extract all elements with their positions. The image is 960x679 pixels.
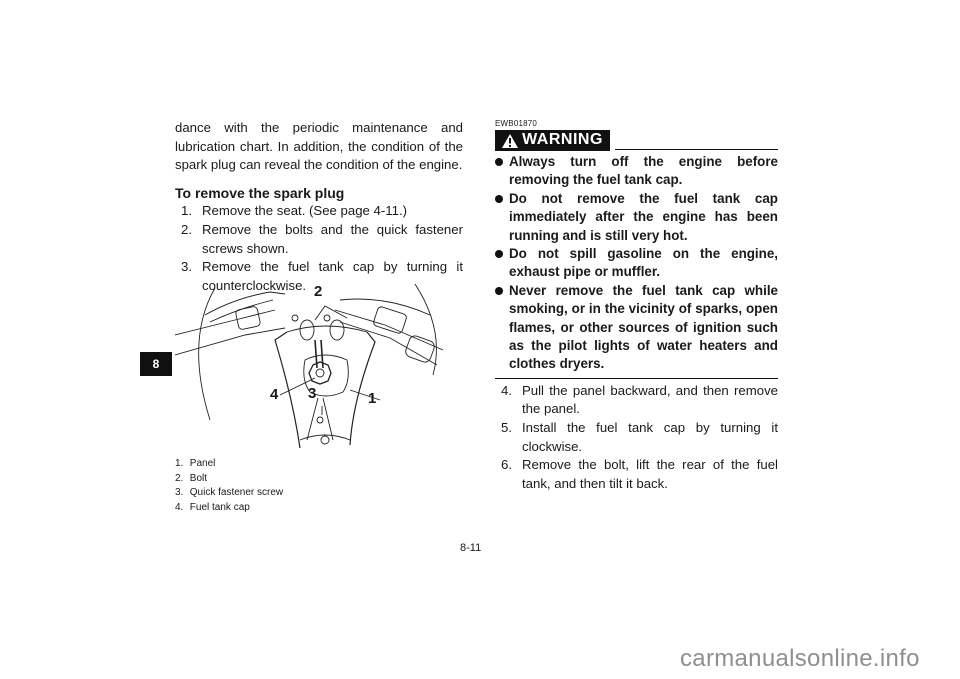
- legend-item: [175, 457, 283, 472]
- right-column: [495, 119, 778, 493]
- step-text: Pull the panel backward, and then remove the panel.: [522, 382, 778, 417]
- figure-legend: [175, 457, 283, 515]
- intro-paragraph: dance with the periodic maintenance and lubrication chart. In addition, the condition of the spark plug can reveal the condition of the engine.: [175, 120, 463, 173]
- warning-text: Do not spill gasoline on the engine, exhaust pipe or muffler.: [509, 246, 778, 280]
- warning-header: [495, 130, 778, 151]
- warning-item: [495, 245, 778, 282]
- step-text: Remove the seat. (See page 4-11.): [202, 203, 408, 219]
- step-item: [495, 419, 778, 456]
- step-item: [175, 202, 463, 221]
- warning-text: Do not remove the fuel tank cap immediately after the engine has been running and is still very hot.: [509, 190, 778, 243]
- legend-label: Panel: [189, 458, 216, 469]
- warning-label: WARNING: [522, 131, 603, 149]
- callout-1: 1: [368, 390, 377, 407]
- warning-end-rule: [495, 378, 778, 379]
- legend-label: Bolt: [189, 472, 208, 484]
- step-number: 2.: [181, 221, 192, 237]
- warning-list: [495, 153, 778, 374]
- legend-label: Fuel tank cap: [189, 501, 250, 513]
- warning-rule: [615, 149, 778, 150]
- legend-item: [175, 501, 283, 516]
- steps-list-continued: [495, 382, 778, 494]
- callout-3: 3: [308, 385, 317, 402]
- warning-text: Always turn off the engine before removing the fuel tank cap.: [509, 154, 778, 188]
- section-tab-label: 8: [152, 357, 160, 371]
- warning-code: EWB01870: [495, 119, 538, 128]
- step-text: Remove the fuel tank cap by turning it counterclockwise.: [202, 259, 463, 293]
- warning-badge: [495, 130, 610, 151]
- step-text: Remove the bolts and the quick fastener screws shown.: [202, 221, 463, 256]
- bullet-icon: [495, 158, 503, 166]
- section-tab: [140, 352, 172, 376]
- section-heading: To remove the spark plug: [175, 184, 345, 201]
- step-item: [495, 382, 778, 419]
- warning-item: [495, 282, 778, 374]
- bullet-icon: [495, 287, 503, 295]
- bullet-icon: [495, 195, 503, 203]
- step-number: 1.: [181, 203, 192, 219]
- watermark: carmanualsonline.info: [680, 645, 920, 672]
- step-item: [495, 456, 778, 493]
- left-column: [175, 119, 463, 295]
- legend-number: 2.: [175, 472, 184, 484]
- step-number: 5.: [501, 420, 512, 436]
- warning-triangle-icon: [502, 134, 518, 148]
- callout-4: 4: [270, 386, 279, 403]
- warning-item: [495, 153, 778, 190]
- legend-label: Quick fastener screw: [189, 487, 284, 499]
- step-number: 3.: [181, 259, 192, 275]
- step-text: Remove the bolt, lift the rear of the fuel tank, and then tilt it back.: [522, 457, 778, 491]
- warning-text: Never remove the fuel tank cap while smoking, or in the vicinity of sparks, open flames, or other sources of ignition such as the pilot lights of water heaters and clothes dryers.: [509, 282, 778, 372]
- step-number: 6.: [501, 457, 512, 473]
- legend-number: 4.: [175, 501, 184, 513]
- legend-number: 1.: [175, 458, 184, 469]
- page-number: 8-11: [460, 542, 482, 554]
- handlebar-panel-illustration: [175, 280, 445, 448]
- scooter-front-drawing: [175, 280, 445, 448]
- step-number: 4.: [501, 382, 512, 398]
- bullet-icon: [495, 250, 503, 258]
- step-text: Install the fuel tank cap by turning it clockwise.: [522, 420, 778, 454]
- callout-2: 2: [314, 283, 323, 300]
- legend-item: [175, 472, 283, 487]
- step-item: [175, 221, 463, 258]
- warning-item: [495, 190, 778, 245]
- legend-number: 3.: [175, 487, 184, 499]
- legend-item: [175, 486, 283, 501]
